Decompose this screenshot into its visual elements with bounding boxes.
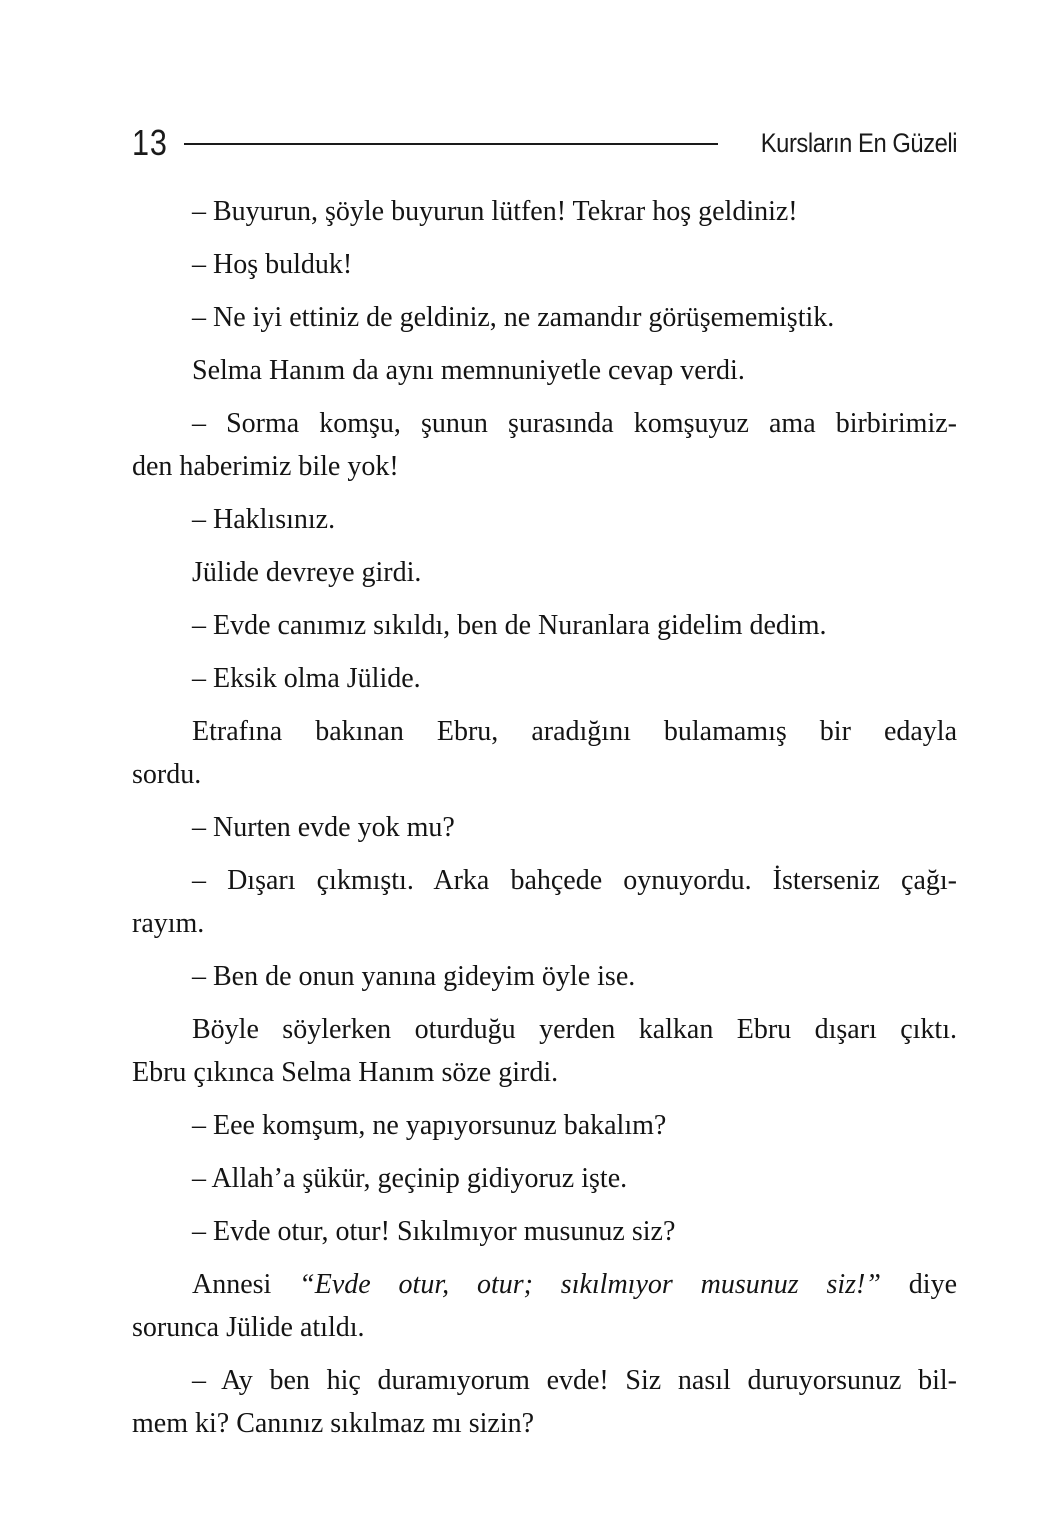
paragraph — [132, 1359, 957, 1445]
text-line — [132, 955, 957, 998]
text-segment: Etrafına bakınan Ebru, aradığını bulamamış bir edayla — [192, 716, 957, 747]
italic-quote: “Evde otur, otur; sıkılmıyor musunuz siz!” — [299, 1269, 881, 1300]
text-line — [132, 349, 957, 392]
text-segment: – Hoş bulduk! — [192, 249, 353, 280]
text-segment: – Buyurun, şöyle buyurun lütfen! Tekrar hoş geldiniz! — [192, 196, 798, 227]
text-line — [132, 243, 957, 286]
text-line — [132, 1359, 957, 1402]
text-segment: den haberimiz bile yok! — [132, 451, 399, 482]
text-segment: rayım. — [132, 908, 205, 939]
page-header — [132, 122, 957, 163]
text-line — [132, 1402, 957, 1445]
text-line — [132, 1306, 957, 1349]
text-segment: sorunca Jülide atıldı. — [132, 1312, 365, 1343]
text-line — [132, 806, 957, 849]
text-segment: – Haklısınız. — [192, 504, 336, 535]
text-line — [132, 604, 957, 647]
page-number: 13 — [132, 122, 168, 163]
text-line — [132, 1008, 957, 1051]
text-line — [132, 296, 957, 339]
paragraph — [132, 604, 957, 647]
text-segment: – Eee komşum, ne yapıyorsunuz bakalım? — [192, 1110, 667, 1141]
text-segment: – Nurten evde yok mu? — [192, 812, 455, 843]
text-segment: – Dışarı çıkmıştı. Arka bahçede oynuyordu. İsterseniz çağı- — [192, 865, 957, 896]
text-segment: Annesi — [192, 1269, 300, 1300]
text-body — [132, 190, 957, 1445]
text-line — [132, 902, 957, 945]
text-line — [132, 1263, 957, 1306]
text-line — [132, 859, 957, 902]
text-segment: mem ki? Canınız sıkılmaz mı sizin? — [132, 1408, 535, 1439]
paragraph — [132, 1008, 957, 1094]
paragraph — [132, 551, 957, 594]
text-line — [132, 1157, 957, 1200]
text-segment: – Allah’a şükür, geçinip gidiyoruz işte. — [192, 1163, 628, 1194]
text-segment: – Sorma komşu, şunun şurasında komşuyuz ama birbirimiz- — [192, 408, 957, 439]
paragraph — [132, 243, 957, 286]
text-segment: Selma Hanım da aynı memnuniyetle cevap verdi. — [192, 355, 745, 386]
paragraph — [132, 1263, 957, 1349]
paragraph — [132, 657, 957, 700]
paragraph — [132, 402, 957, 488]
paragraph — [132, 955, 957, 998]
text-line — [132, 190, 957, 233]
paragraph — [132, 296, 957, 339]
text-segment: – Eksik olma Jülide. — [192, 663, 421, 694]
paragraph — [132, 806, 957, 849]
text-segment: Ebru çıkınca Selma Hanım söze girdi. — [132, 1057, 559, 1088]
text-segment: – Evde canımız sıkıldı, ben de Nuranlara gidelim dedim. — [192, 610, 827, 641]
paragraph — [132, 1157, 957, 1200]
text-line — [132, 753, 957, 796]
running-title: Kursların En Güzeli — [760, 128, 957, 158]
text-segment: Böyle söylerken oturduğu yerden kalkan Ebru dışarı çıktı. — [192, 1014, 957, 1045]
text-line — [132, 445, 957, 488]
text-segment: diye — [880, 1269, 957, 1300]
text-segment: – Ben de onun yanına gideyim öyle ise. — [192, 961, 636, 992]
text-line — [132, 551, 957, 594]
text-line — [132, 657, 957, 700]
text-segment: – Ay ben hiç duramıyorum evde! Siz nasıl duruyorsunuz bil- — [192, 1365, 957, 1396]
header-rule — [184, 143, 718, 145]
text-line — [132, 710, 957, 753]
text-line — [132, 498, 957, 541]
paragraph — [132, 859, 957, 945]
paragraph — [132, 498, 957, 541]
text-line — [132, 1210, 957, 1253]
text-segment: Jülide devreye girdi. — [192, 557, 422, 588]
paragraph — [132, 1210, 957, 1253]
text-line — [132, 1051, 957, 1094]
text-line — [132, 1104, 957, 1147]
paragraph — [132, 710, 957, 796]
text-segment: sordu. — [132, 759, 202, 790]
paragraph — [132, 1104, 957, 1147]
text-line — [132, 402, 957, 445]
paragraph — [132, 190, 957, 233]
paragraph — [132, 349, 957, 392]
text-segment: – Evde otur, otur! Sıkılmıyor musunuz siz? — [192, 1216, 676, 1247]
text-segment: – Ne iyi ettiniz de geldiniz, ne zamandır görüşememiştik. — [192, 302, 835, 333]
